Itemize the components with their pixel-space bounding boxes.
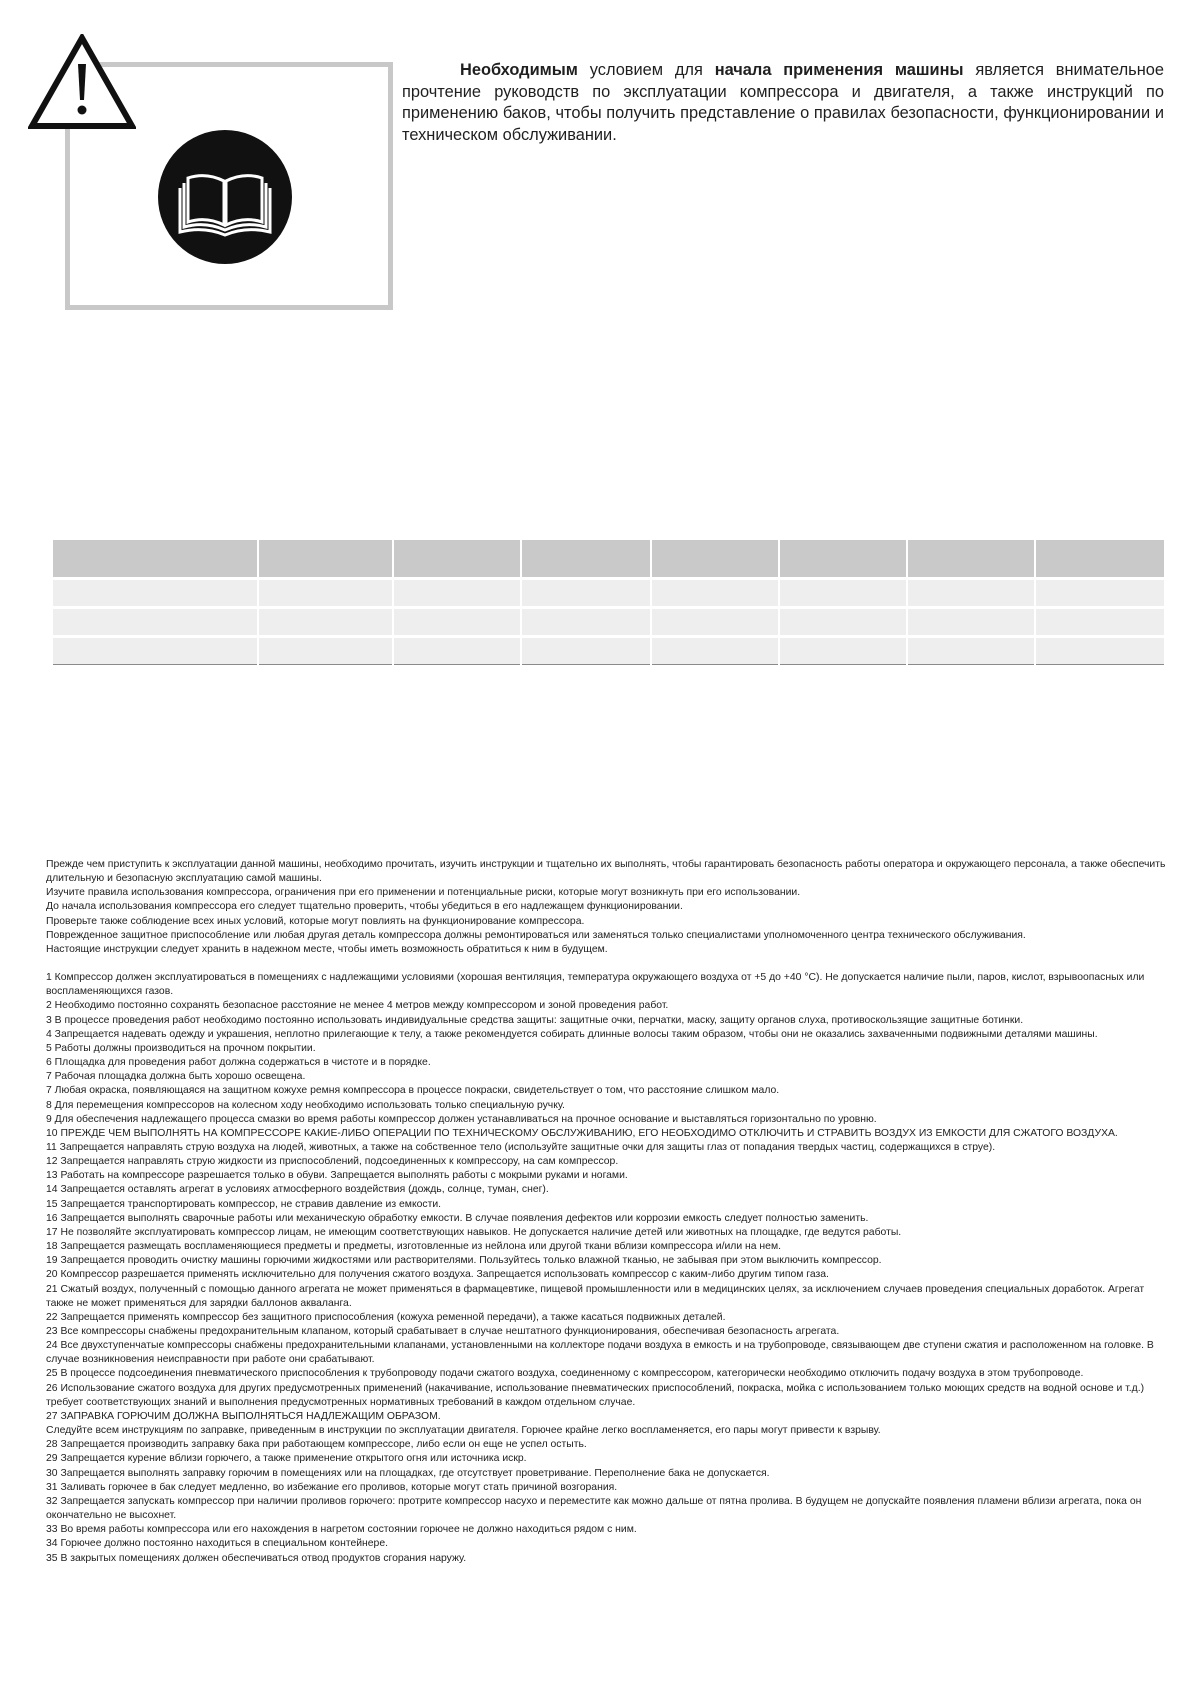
rule-item: 27 ЗАПРАВКА ГОРЮЧИМ ДОЛЖНА ВЫПОЛНЯТЬСЯ НАДЛЕЖАЩИМ ОБРАЗОМ. — [46, 1410, 441, 1422]
manual-book-icon — [158, 130, 292, 264]
rule-item: 28 Запрещается производить заправку бака при работающем компрессоре, либо если он еще не успел остыть. — [46, 1439, 587, 1451]
safety-rules — [46, 858, 1168, 1566]
rule-item: 6 Площадка для проведения работ должна содержаться в чистоте и в порядке. — [46, 1057, 431, 1069]
rule-item: 29 Запрещается курение вблизи горючего, а также применение открытого огня или источника искр. — [46, 1453, 527, 1465]
rule-item: 30 Запрещается выполнять заправку горючим в помещениях или на площадках, где отсутствует проветривание. Переполнение бака не допускается. — [46, 1467, 770, 1479]
rule-item: 13 Работать на компрессоре разрешается только в обуви. Запрещается выполнять работы с мокрыми руками и ногами. — [46, 1170, 628, 1182]
warning-triangle-icon — [28, 34, 136, 130]
rule-item: 31 Заливать горючее в бак следует медленно, во избежание его проливов, которые могут стать причиной возгорания. — [46, 1481, 618, 1493]
preamble-line: Настоящие инструкции следует хранить в надежном месте, чтобы иметь возможность обратиться к ним в будущем. — [46, 943, 608, 955]
rule-item: 23 Все компрессоры снабжены предохранительным клапаном, который срабатывает в случае нештатного функционирования, обеспечивая безопасность агрегата. — [46, 1326, 840, 1337]
rule-item: 4 Запрещается надевать одежду и украшения, неплотно прилегающие к телу, а также рекомендуется собирать длинные волосы таким образом, чтобы они не оказались захваченными подвижными деталями машины. — [46, 1028, 1098, 1040]
rule-item: 10 ПРЕЖДЕ ЧЕМ ВЫПОЛНЯТЬ НА КОМПРЕССОРЕ КАКИЕ-ЛИБО ОПЕРАЦИИ ПО ТЕХНИЧЕСКОМУ ОБСЛУЖИВАНИЮ, ЕГО НЕОБХОДИМО ОТКЛЮЧИТЬ И СТРАВИТЬ ВОЗДУХ ИЗ ЕМКОСТИ ДЛЯ СЖАТОГО ВОЗДУХА. — [46, 1127, 1118, 1139]
preamble-line: Поврежденное защитное приспособление или любая другая деталь компрессора должны ремонтироваться или заменяться только специалистами уполномоченного центра технического обслуживания. — [46, 929, 1026, 941]
rule-item: 19 Запрещается проводить очистку машины горючими жидкостями или растворителями. Пользуйтесь только влажной тканью, не забывая при этом выключить компрессор. — [46, 1255, 882, 1267]
intro-paragraph — [402, 60, 1164, 146]
preamble-line: Проверьте также соблюдение всех иных условий, которые могут повлиять на функционирование компрессора. — [46, 915, 585, 927]
rule-item: 16 Запрещается выполнять сварочные работы или механическую обработку емкости. В случае появления дефектов или коррозии емкость следует полностью заменить. — [46, 1212, 869, 1224]
rule-item: 11 Запрещается направлять струю воздуха на людей, животных, а также на собственное тело (используйте защитные очки для защиты глаз от попадания твердых частиц, содержащихся в струе). — [46, 1141, 996, 1153]
rule-item: 5 Работы должны производиться на прочном покрытии. — [46, 1042, 316, 1054]
intro-bold-1: Необходимым — [460, 61, 578, 79]
rule-item: 18 Запрещается размещать воспламеняющиеся предметы и предметы, изготовленные из нейлона или другой ткани вблизи компрессора и/или на нем. — [46, 1241, 781, 1253]
rule-item: 3 В процессе проведения работ необходимо постоянно использовать индивидуальные средства защиты: защитные очки, перчатки, маску, защиту органов слуха, противоскользящие защитные ботинки. — [46, 1014, 1024, 1026]
rule-item: 7 Рабочая площадка должна быть хорошо освещена. — [46, 1071, 306, 1083]
rule-item: 1 Компрессор должен эксплуатироваться в помещениях с надлежащими условиями (хорошая вентиляция, температура окружающего воздуха от +5 до +40 °C). Не допускается наличие пыли, паров, кислот, взрывоопасных или воспламеняющихся газов. — [46, 972, 1145, 998]
paragraph-gap — [46, 957, 1168, 971]
preamble-line: Прежде чем приступить к эксплуатации данной машины, необходимо прочитать, изучить инструкции и тщательно их выполнять, чтобы гарантировать безопасность работы оператора и окружающего персонала, а также обеспечить длительную и безопасную эксплуатацию самой машины. — [46, 859, 1166, 885]
rule-item: 25 В процессе подсоединения пневматического приспособления к трубопроводу подачи сжатого воздуха, соединенному с компрессором, категорически необходимо отключить подачу воздуха в этом трубопроводе. — [46, 1368, 1084, 1380]
intro-text-2: является внимательное прочтение руководств по эксплуатации компрессора и двигателя, а также инструкций по применению баков, чтобы получить представление о правилах безопасности, функционировании и техническом обслуживании. — [402, 61, 1164, 144]
rule-item: 34 Горючее должно постоянно находиться в специальном контейнере. — [46, 1538, 389, 1550]
rule-item: 33 Во время работы компрессора или его нахождения в нагретом состоянии горючее не должно находиться рядом с ним. — [46, 1524, 637, 1536]
preamble — [46, 858, 1168, 957]
table-header-row — [53, 540, 1164, 579]
rule-item: 35 В закрытых помещениях должен обеспечиваться отвод продуктов сгорания наружу. — [46, 1552, 467, 1564]
rules-list — [46, 971, 1168, 1566]
table-row — [53, 579, 1164, 608]
intro-text-1: условием для — [577, 61, 715, 79]
rule-item: 21 Сжатый воздух, полученный с помощью данного агрегата не может применяться в фармацевтике, пищевой промышленности или в медицинских целях, за исключением случаев проведения специальных доработок. Агрегат также не может применяться для зарядки баллонов акваланга. — [46, 1283, 1145, 1309]
intro-bold-2: начала применения машины — [714, 61, 964, 79]
rule-item: Следуйте всем инструкциям по заправке, приведенным в инструкции по эксплуатации двигателя. Горючее крайне легко воспламеняется, его пары могут привести к взрыву. — [46, 1425, 881, 1437]
rule-item: 7 Любая окраска, появляющаяся на защитном кожухе ремня компрессора в процессе покраски, свидетельствует о том, что расстояние слишком мало. — [46, 1085, 780, 1097]
rule-item: 20 Компрессор разрешается применять исключительно для получения сжатого воздуха. Запрещается использовать компрессор с каким-либо другим типом газа. — [46, 1269, 829, 1281]
rule-item: 9 Для обеспечения надлежащего процесса смазки во время работы компрессор должен устанавливаться на прочное основание и выставляться горизонтально по уровню. — [46, 1113, 877, 1125]
rule-item: 26 Использование сжатого воздуха для других предусмотренных применений (накачивание, использование пневматических приспособлений, покраска, мойка с использованием только моющих средств на водной основе и т.д.) требует соответствующих знаний и выполнения предусмотренных нормативных требований в каждом отдельном случае. — [46, 1382, 1145, 1408]
rule-item: 2 Необходимо постоянно сохранять безопасное расстояние не менее 4 метров между компрессором и зоной проведения работ. — [46, 1000, 669, 1012]
preamble-line: До начала использования компрессора его следует тщательно проверить, чтобы убедиться в его надлежащем функционировании. — [46, 901, 683, 913]
rule-item: 15 Запрещается транспортировать компрессор, не стравив давление из емкости. — [46, 1198, 442, 1210]
rule-item: 17 Не позволяйте эксплуатировать компрессор лицам, не имеющим соответствующих навыков. Не допускается наличие детей или животных на площадке, где ведутся работы. — [46, 1226, 902, 1238]
rule-item: 8 Для перемещения компрессоров на колесном ходу необходимо использовать только специальную ручку. — [46, 1099, 565, 1111]
rule-item: 12 Запрещается направлять струю жидкости из приспособлений, подсоединенных к компрессору, на сам компрессор. — [46, 1156, 619, 1168]
rule-item: 24 Все двухступенчатые компрессоры снабжены предохранительными клапанами, установленными на коллекторе подачи воздуха в емкость и на трубопроводе, связывающем две ступени сжатия и расположенном на головке. В случае возникновения неисправности при работе они срабатывают. — [46, 1340, 1154, 1366]
preamble-line: Изучите правила использования компрессора, ограничения при его применении и потенциальные риски, которые могут возникнуть при его использовании. — [46, 887, 801, 899]
table-row — [53, 637, 1164, 665]
rule-item: 32 Запрещается запускать компрессор при наличии проливов горючего: протрите компрессор насухо и переместите как можно дальше от пятна пролива. В будущем не допускайте появления пламени вблизи агрегата, пока он окончательно не высохнет. — [46, 1495, 1142, 1522]
rule-item: 14 Запрещается оставлять агрегат в условиях атмосферного воздействия (дождь, солнце, туман, снег). — [46, 1184, 549, 1196]
spec-table — [53, 540, 1164, 665]
rule-item: 22 Запрещается применять компрессор без защитного приспособления (кожуха ременной передачи), а также касаться подвижных деталей. — [46, 1311, 726, 1323]
table-row — [53, 608, 1164, 637]
